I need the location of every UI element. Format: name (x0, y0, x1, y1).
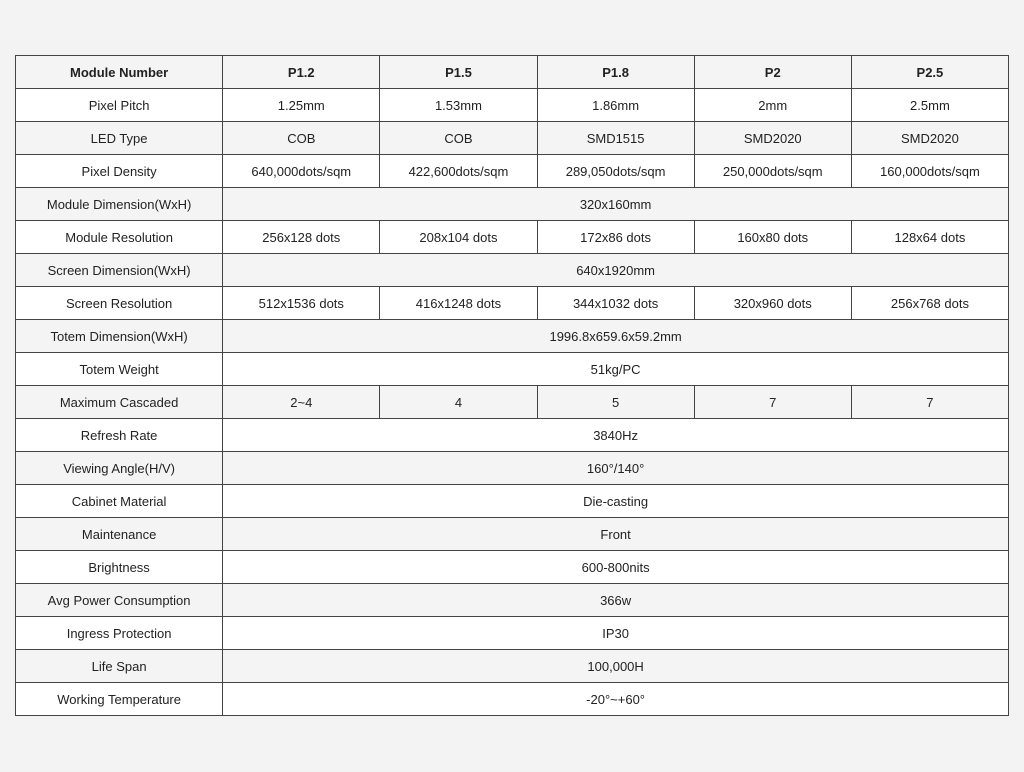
row-label-cell: Totem Dimension(WxH) (16, 320, 223, 353)
value-cell: 1.25mm (223, 89, 380, 122)
header-model-cell: P2 (694, 56, 851, 89)
row-label-cell: Ingress Protection (16, 617, 223, 650)
table-row (16, 155, 1009, 188)
value-cell: 256x768 dots (851, 287, 1008, 320)
row-label-cell: Totem Weight (16, 353, 223, 386)
table-row (16, 254, 1009, 287)
table-row (16, 419, 1009, 452)
value-cell: 256x128 dots (223, 221, 380, 254)
value-cell: 2~4 (223, 386, 380, 419)
table-row (16, 320, 1009, 353)
value-cell: 4 (380, 386, 537, 419)
value-cell: 1.86mm (537, 89, 694, 122)
table-row (16, 683, 1009, 716)
value-cell: 289,050dots/sqm (537, 155, 694, 188)
value-cell: 5 (537, 386, 694, 419)
row-label-cell: LED Type (16, 122, 223, 155)
row-label-cell: Working Temperature (16, 683, 223, 716)
specification-table-body (16, 56, 1009, 716)
value-cell: 2.5mm (851, 89, 1008, 122)
header-model-cell: P2.5 (851, 56, 1008, 89)
value-cell: 422,600dots/sqm (380, 155, 537, 188)
value-cell: 160,000dots/sqm (851, 155, 1008, 188)
table-row (16, 353, 1009, 386)
table-row (16, 89, 1009, 122)
table-header-row (16, 56, 1009, 89)
row-label-cell: Module Dimension(WxH) (16, 188, 223, 221)
shared-value-cell: Die-casting (223, 485, 1009, 518)
value-cell: 344x1032 dots (537, 287, 694, 320)
value-cell: 160x80 dots (694, 221, 851, 254)
row-label-cell: Maintenance (16, 518, 223, 551)
table-row (16, 485, 1009, 518)
shared-value-cell: 320x160mm (223, 188, 1009, 221)
row-label-cell: Maximum Cascaded (16, 386, 223, 419)
value-cell: COB (223, 122, 380, 155)
shared-value-cell: 51kg/PC (223, 353, 1009, 386)
row-label-cell: Screen Dimension(WxH) (16, 254, 223, 287)
value-cell: 416x1248 dots (380, 287, 537, 320)
row-label-cell: Avg Power Consumption (16, 584, 223, 617)
shared-value-cell: -20°~+60° (223, 683, 1009, 716)
table-row (16, 386, 1009, 419)
shared-value-cell: 160°/140° (223, 452, 1009, 485)
value-cell: SMD2020 (851, 122, 1008, 155)
shared-value-cell: Front (223, 518, 1009, 551)
table-row (16, 188, 1009, 221)
value-cell: COB (380, 122, 537, 155)
specification-table (15, 55, 1009, 716)
header-model-cell: P1.8 (537, 56, 694, 89)
shared-value-cell: 3840Hz (223, 419, 1009, 452)
value-cell: 2mm (694, 89, 851, 122)
shared-value-cell: 1996.8x659.6x59.2mm (223, 320, 1009, 353)
table-row (16, 452, 1009, 485)
shared-value-cell: 100,000H (223, 650, 1009, 683)
header-label-cell: Module Number (16, 56, 223, 89)
table-row (16, 650, 1009, 683)
shared-value-cell: 600-800nits (223, 551, 1009, 584)
table-row (16, 518, 1009, 551)
row-label-cell: Pixel Density (16, 155, 223, 188)
row-label-cell: Refresh Rate (16, 419, 223, 452)
row-label-cell: Module Resolution (16, 221, 223, 254)
value-cell: 7 (851, 386, 1008, 419)
value-cell: 250,000dots/sqm (694, 155, 851, 188)
shared-value-cell: IP30 (223, 617, 1009, 650)
value-cell: 640,000dots/sqm (223, 155, 380, 188)
header-model-cell: P1.2 (223, 56, 380, 89)
value-cell: 208x104 dots (380, 221, 537, 254)
table-row (16, 551, 1009, 584)
spec-sheet (15, 55, 1009, 716)
shared-value-cell: 366w (223, 584, 1009, 617)
header-model-cell: P1.5 (380, 56, 537, 89)
table-row (16, 617, 1009, 650)
row-label-cell: Life Span (16, 650, 223, 683)
table-row (16, 584, 1009, 617)
value-cell: 512x1536 dots (223, 287, 380, 320)
row-label-cell: Screen Resolution (16, 287, 223, 320)
row-label-cell: Brightness (16, 551, 223, 584)
row-label-cell: Viewing Angle(H/V) (16, 452, 223, 485)
value-cell: SMD2020 (694, 122, 851, 155)
row-label-cell: Cabinet Material (16, 485, 223, 518)
table-row (16, 122, 1009, 155)
value-cell: 128x64 dots (851, 221, 1008, 254)
value-cell: 320x960 dots (694, 287, 851, 320)
value-cell: 7 (694, 386, 851, 419)
value-cell: SMD1515 (537, 122, 694, 155)
table-row (16, 221, 1009, 254)
value-cell: 1.53mm (380, 89, 537, 122)
shared-value-cell: 640x1920mm (223, 254, 1009, 287)
value-cell: 172x86 dots (537, 221, 694, 254)
table-row (16, 287, 1009, 320)
row-label-cell: Pixel Pitch (16, 89, 223, 122)
